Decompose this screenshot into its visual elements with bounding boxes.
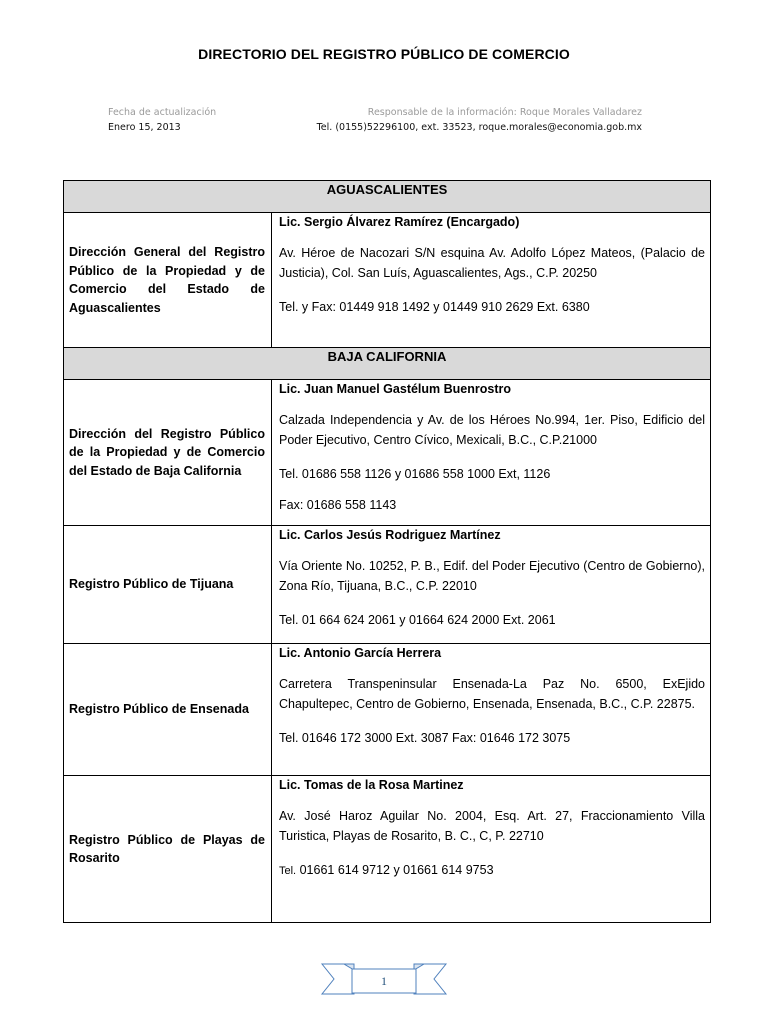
office-row: [64, 776, 711, 923]
office-name: Registro Público de Tijuana: [64, 526, 272, 644]
office-row: [64, 380, 711, 526]
office-address: Calzada Independencia y Av. de los Héroes No.994, 1er. Piso, Edificio del Poder Ejecutivo, Centro Cívico, Mexicali, B.C., C.P.21000: [279, 413, 705, 447]
office-details: [272, 380, 711, 526]
contact-name: Lic. Sergio Álvarez Ramírez (Encargado): [279, 215, 520, 229]
office-name: Registro Público de Playas de Rosarito: [64, 776, 272, 923]
office-name: Dirección General del Registro Público de la Propiedad y de Comercio del Estado de Aguascalientes: [64, 213, 272, 348]
state-name: BAJA CALIFORNIA: [327, 349, 447, 364]
office-details: [272, 526, 711, 644]
state-header-aguascalientes: [64, 181, 711, 213]
responsible-label: Responsable de la información: Roque Morales Valladarez: [367, 107, 642, 118]
office-details: [272, 644, 711, 776]
office-row: [64, 644, 711, 776]
office-details: [272, 213, 711, 348]
office-phone: [279, 860, 705, 881]
responsible-contact: Tel. (0155)52296100, ext. 33523, roque.morales@economia.gob.mx: [316, 122, 642, 133]
office-name: Dirección del Registro Público de la Propiedad y de Comercio del Estado de Baja California: [64, 380, 272, 526]
office-row: [64, 213, 711, 348]
state-name: AGUASCALIENTES: [326, 182, 448, 197]
page-number: 1: [381, 974, 387, 988]
phone-prefix: Tel.: [279, 865, 297, 877]
contact-name: Lic. Carlos Jesús Rodriguez Martínez: [279, 528, 501, 542]
office-fax: Fax: 01686 558 1143: [279, 498, 397, 512]
state-row: [64, 348, 711, 380]
office-row: [64, 526, 711, 644]
state-header-baja-california: [64, 348, 711, 380]
contact-name: Lic. Antonio García Herrera: [279, 646, 442, 660]
directory-table: [63, 180, 711, 923]
office-phone: Tel. 01686 558 1126 y 01686 558 1000 Ext, 1126: [279, 467, 551, 481]
office-address: Av. Héroe de Nacozari S/N esquina Av. Adolfo López Mateos, (Palacio de Justicia), Col. San Luís, Aguascalientes, Ags., C.P. 20250: [279, 246, 705, 280]
office-phone: Tel. y Fax: 01449 918 1492 y 01449 910 2629 Ext. 6380: [279, 300, 590, 314]
update-label: Fecha de actualización: [108, 107, 217, 118]
office-phone: Tel. 01646 172 3000 Ext. 3087 Fax: 01646 172 3075: [279, 731, 571, 745]
office-phone: Tel. 01 664 624 2061 y 01664 624 2000 Ext. 2061: [279, 613, 556, 627]
contact-name: Lic. Juan Manuel Gastélum Buenrostro: [279, 382, 511, 396]
office-name: Registro Público de Ensenada: [64, 644, 272, 776]
page-title: DIRECTORIO DEL REGISTRO PÚBLICO DE COMERCIO: [198, 46, 570, 62]
office-address: Av. José Haroz Aguilar No. 2004, Esq. Art. 27, Fraccionamiento Villa Turistica, Playas de Rosarito, B. C., C, P. 22710: [279, 809, 705, 843]
office-details: [272, 776, 711, 923]
update-date: Enero 15, 2013: [108, 122, 181, 133]
office-address: Carretera Transpeninsular Ensenada-La Paz No. 6500, ExEjido Chapultepec, Centro de Gobierno, Ensenada, Ensenada, B.C., C.P. 22875.: [279, 677, 705, 711]
state-row: [64, 181, 711, 213]
office-address: Vía Oriente No. 10252, P. B., Edif. del Poder Ejecutivo (Centro de Gobierno), Zona Río, Tijuana, B.C., C.P. 22010: [279, 559, 705, 593]
contact-name: Lic. Tomas de la Rosa Martinez: [279, 778, 464, 792]
phone-numbers: 01661 614 9712 y 01661 614 9753: [296, 863, 494, 877]
